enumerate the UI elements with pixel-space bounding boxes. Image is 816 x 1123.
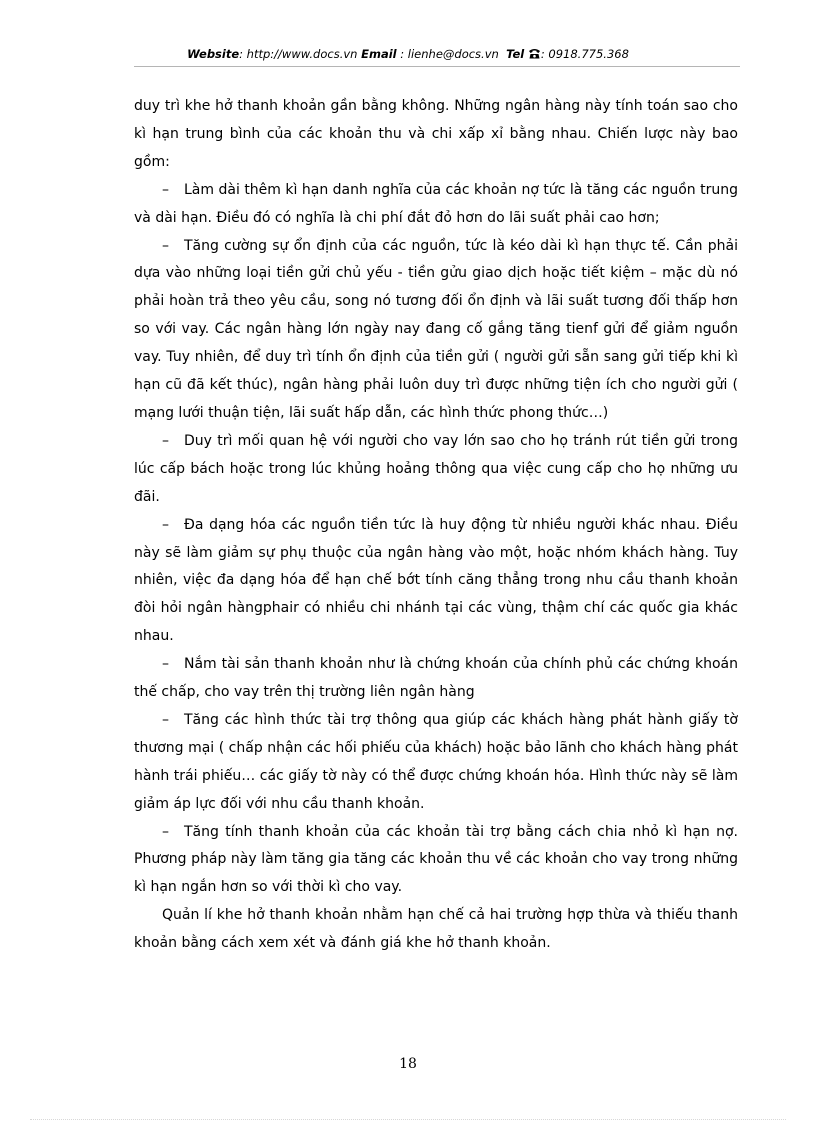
list-item [134,651,738,707]
list-item [134,819,738,903]
paragraph-text: Tăng tính thanh khoản của các khoản tài trợ bằng cách chia nhỏ kì hạn nợ. Phương pháp này làm tăng gia tăng các khoản thu về các khoản cho vay trong những kì hạn ngắn hơn so với thời kì cho vay. [134,823,738,896]
tel-value: : 0918.775.368 [540,47,629,61]
dash-marker: – [162,181,169,198]
page-number: 18 [399,1056,417,1072]
paragraph-text: Đa dạng hóa các nguồn tiền tức là huy động từ nhiều người khác nhau. Điều này sẽ làm giảm sự phụ thuộc của ngân hàng vào một, hoặc nhóm khách hàng. Tuy nhiên, việc đa dạng hóa để hạn chế bớt tính căng thẳng trong nhu cầu thanh khoản đòi hỏi ngân hàngphair có nhiều chi nhánh tại các vùng, thậm chí các quốc gia khác nhau. [134,516,738,645]
paragraph-text: Làm dài thêm kì hạn danh nghĩa của các khoản nợ tức là tăng các nguồn trung và dài hạn. Điều đó có nghĩa là chi phí đắt đỏ hơn do lãi suất phải cao hơn; [134,181,738,226]
dash-marker: – [162,711,169,728]
dash-marker: – [162,516,169,533]
list-item [134,233,738,428]
document-body [134,93,738,958]
paragraph-text: Tăng cường sự ổn định của các nguồn, tức là kéo dài kì hạn thực tế. Cần phải dựa vào những loại tiền gửi chủ yếu - tiền gửu giao dịch hoặc tiết kiệm – mặc dù nó phải hoàn trả theo yêu cầu, song nó tương đối ổn định và lãi suất tương đối thấp hơn so với vay. Các ngân hàng lớn ngày nay đang cố gắng tăng tienf gửi để giảm nguồn vay. Tuy nhiên, để duy trì tính ổn định của tiền gửi ( người gửi sẵn sang gửi tiếp khi kì hạn cũ đã kết thúc), ngân hàng phải luôn duy trì được những tiện ích cho người gửi ( mạng lưới thuận tiện, lãi suất hấp dẫn, các hình thức phong thức…) [134,237,738,421]
dash-marker: – [162,237,169,254]
paragraph-text: Tăng các hình thức tài trợ thông qua giúp các khách hàng phát hành giấy tờ thương mại ( chấp nhận các hối phiếu của khách) hoặc bảo lãnh cho khách hàng phát hành trái phiếu… các giấy tờ này có thể được chứng khoán hóa. Hình thức này sẽ làm giảm áp lực đối với nhu cầu thanh khoản. [134,711,738,812]
list-item [134,707,738,819]
dash-marker: – [162,432,169,449]
page-header [0,47,816,61]
paragraph-text: Nắm tài sản thanh khoản như là chứng khoán của chính phủ các chứng khoán thế chấp, cho vay trên thị trường liên ngân hàng [134,656,738,701]
dash-marker: – [162,656,169,673]
website-value: : http://www.docs.vn [239,47,358,61]
tel-label: Tel [506,47,525,61]
paragraph-conclusion: Quản lí khe hở thanh khoản nhằm hạn chế cả hai trường hợp thừa và thiếu thanh khoản bằng cách xem xét và đánh giá khe hở thanh khoản. [134,907,738,952]
header-divider [134,66,740,67]
list-item [134,428,738,512]
page-bottom-border [30,1119,786,1120]
dash-marker: – [162,823,169,840]
website-label: Website [187,47,240,61]
list-item [134,512,738,652]
list-item [134,177,738,233]
paragraph-intro: duy trì khe hở thanh khoản gần bằng không. Những ngân hàng này tính toán sao cho kì hạn trung bình của các khoản thu và chi xấp xỉ bằng nhau. Chiến lược này bao gồm: [134,98,738,170]
paragraph-text: Duy trì mối quan hệ với người cho vay lớn sao cho họ tránh rút tiền gửi trong lúc cấp bách hoặc trong lúc khủng hoảng thông qua việc cung cấp cho họ những ưu đãi. [134,432,738,505]
email-value: : lienhe@docs.vn [400,47,499,61]
email-label: Email [361,47,397,61]
phone-icon [528,47,541,61]
